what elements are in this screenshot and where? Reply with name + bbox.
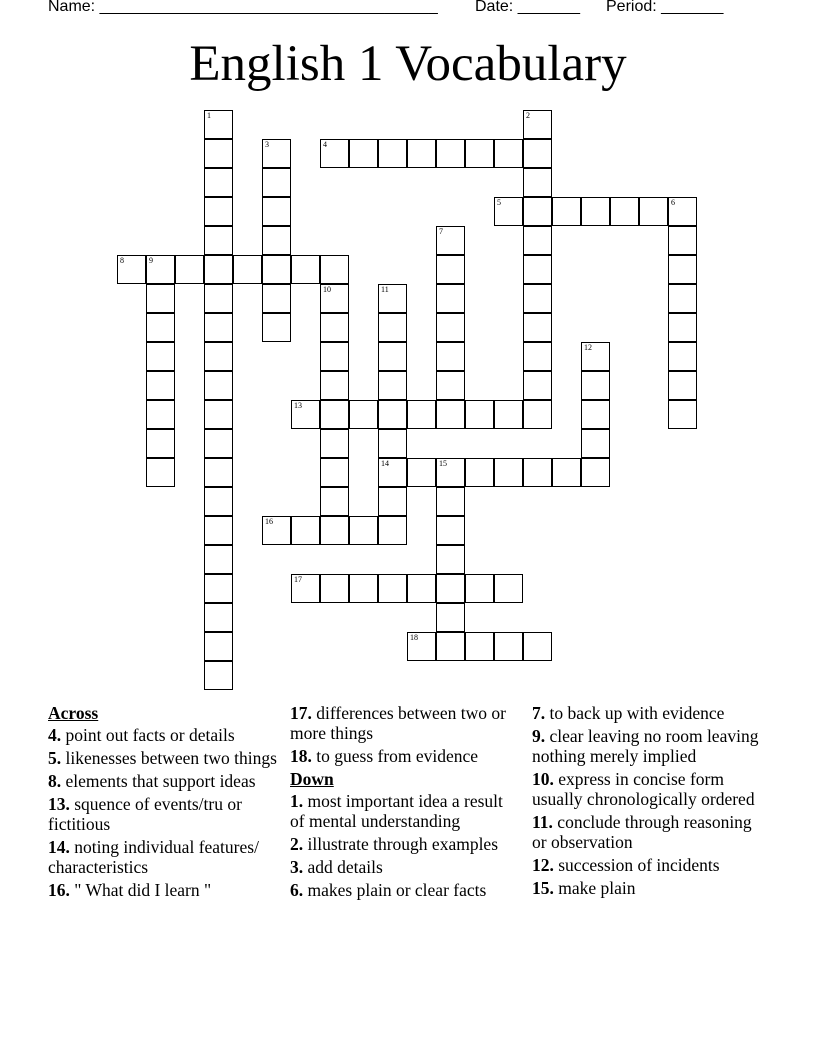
crossword-cell[interactable] xyxy=(291,255,320,284)
crossword-cell[interactable] xyxy=(378,574,407,603)
crossword-cell[interactable] xyxy=(262,168,291,197)
crossword-cell[interactable] xyxy=(523,632,552,661)
clues-column-2 xyxy=(290,703,520,903)
clue-number: 4 xyxy=(323,140,327,149)
crossword-cell[interactable] xyxy=(494,139,523,168)
crossword-cell[interactable] xyxy=(146,313,175,342)
crossword-cell[interactable] xyxy=(291,574,320,603)
crossword-cell[interactable] xyxy=(436,458,465,487)
crossword-cell[interactable] xyxy=(262,226,291,255)
clue-number-label: 13. xyxy=(48,794,70,814)
clue-item xyxy=(48,725,278,745)
clue-number-label: 17. xyxy=(290,703,312,723)
crossword-cell[interactable] xyxy=(349,139,378,168)
crossword-cell[interactable] xyxy=(610,197,639,226)
crossword-cell[interactable] xyxy=(523,313,552,342)
crossword-cell[interactable] xyxy=(581,371,610,400)
clue-number: 12 xyxy=(584,343,592,352)
crossword-cell[interactable] xyxy=(146,458,175,487)
clue-item xyxy=(48,880,278,900)
crossword-cell[interactable] xyxy=(523,400,552,429)
clue-number-label: 3. xyxy=(290,857,304,877)
crossword-cell[interactable] xyxy=(494,458,523,487)
crossword-cell[interactable] xyxy=(378,371,407,400)
clue-text: add details xyxy=(303,857,383,877)
clue-item xyxy=(532,878,762,898)
crossword-cell[interactable] xyxy=(378,458,407,487)
clue-number-label: 12. xyxy=(532,855,554,875)
clue-text: elements that support ideas xyxy=(61,771,256,791)
crossword-cell[interactable] xyxy=(436,545,465,574)
crossword-cell[interactable] xyxy=(494,632,523,661)
crossword-cell[interactable] xyxy=(378,284,407,313)
clue-text: " What did I learn " xyxy=(69,880,212,900)
crossword-cell[interactable] xyxy=(320,255,349,284)
crossword-cell[interactable] xyxy=(436,371,465,400)
crossword-cell[interactable] xyxy=(436,516,465,545)
clue-number: 2 xyxy=(526,111,530,120)
clues-column-3 xyxy=(532,703,762,901)
crossword-cell[interactable] xyxy=(494,400,523,429)
crossword-cell[interactable] xyxy=(204,371,233,400)
crossword-cell[interactable] xyxy=(204,139,233,168)
clue-number-label: 18. xyxy=(290,746,312,766)
crossword-cell[interactable] xyxy=(291,516,320,545)
crossword-cell[interactable] xyxy=(204,168,233,197)
crossword-cell[interactable] xyxy=(581,429,610,458)
crossword-cell[interactable] xyxy=(204,603,233,632)
clues-heading: Down xyxy=(290,769,334,789)
crossword-cell[interactable] xyxy=(523,139,552,168)
clue-number: 9 xyxy=(149,256,153,265)
clue-number: 6 xyxy=(671,198,675,207)
clue-number: 1 xyxy=(207,111,211,120)
crossword-cell[interactable] xyxy=(523,342,552,371)
crossword-cell[interactable] xyxy=(523,371,552,400)
clue-item xyxy=(290,746,520,766)
crossword-cell[interactable] xyxy=(320,313,349,342)
crossword-cell[interactable] xyxy=(436,487,465,516)
crossword-cell[interactable] xyxy=(436,400,465,429)
crossword-cell[interactable] xyxy=(668,197,697,226)
clue-number: 13 xyxy=(294,401,302,410)
crossword-cell[interactable] xyxy=(146,342,175,371)
clue-item xyxy=(290,791,520,831)
clue-item xyxy=(290,857,520,877)
clue-number: 16 xyxy=(265,517,273,526)
crossword-cell[interactable] xyxy=(262,516,291,545)
crossword-cell[interactable] xyxy=(146,429,175,458)
crossword-cell[interactable] xyxy=(204,313,233,342)
page-title: English 1 Vocabulary xyxy=(189,36,627,92)
clue-text: clear leaving no room leaving nothing merely implied xyxy=(532,726,759,766)
crossword-cell[interactable] xyxy=(204,284,233,313)
clue-item xyxy=(290,880,520,900)
clue-item xyxy=(532,703,762,723)
crossword-cell[interactable] xyxy=(320,516,349,545)
crossword-cell[interactable] xyxy=(494,574,523,603)
clue-item xyxy=(532,812,762,852)
crossword-cell[interactable] xyxy=(146,371,175,400)
crossword-cell[interactable] xyxy=(668,313,697,342)
clue-number: 5 xyxy=(497,198,501,207)
crossword-cell[interactable] xyxy=(436,139,465,168)
crossword-cell[interactable] xyxy=(465,139,494,168)
crossword-cell[interactable] xyxy=(436,255,465,284)
crossword-cell[interactable] xyxy=(581,458,610,487)
crossword-cell[interactable] xyxy=(320,429,349,458)
crossword-cell[interactable] xyxy=(320,139,349,168)
crossword-cell[interactable] xyxy=(668,284,697,313)
crossword-cell[interactable] xyxy=(204,458,233,487)
crossword-cell[interactable] xyxy=(378,487,407,516)
clue-number-label: 1. xyxy=(290,791,304,811)
crossword-cell[interactable] xyxy=(436,226,465,255)
crossword-cell[interactable] xyxy=(204,342,233,371)
crossword-cell[interactable] xyxy=(204,516,233,545)
clue-text: noting individual features/ characteristics xyxy=(48,837,259,877)
crossword-cell[interactable] xyxy=(581,342,610,371)
crossword-cell[interactable] xyxy=(407,574,436,603)
crossword-cell[interactable] xyxy=(436,603,465,632)
crossword-cell[interactable] xyxy=(349,574,378,603)
crossword-cell[interactable] xyxy=(465,632,494,661)
crossword-cell[interactable] xyxy=(581,197,610,226)
clue-number-label: 9. xyxy=(532,726,546,746)
crossword-cell[interactable] xyxy=(436,632,465,661)
crossword-cell[interactable] xyxy=(204,487,233,516)
crossword-cell[interactable] xyxy=(668,400,697,429)
clue-item xyxy=(532,769,762,809)
crossword-cell[interactable] xyxy=(262,139,291,168)
clue-number-label: 15. xyxy=(532,878,554,898)
crossword-cell[interactable] xyxy=(117,255,146,284)
clue-item xyxy=(48,794,278,834)
clue-text: likenesses between two things xyxy=(61,748,277,768)
clue-number-label: 2. xyxy=(290,834,304,854)
clue-text: differences between two or more things xyxy=(290,703,506,743)
crossword-cell[interactable] xyxy=(320,487,349,516)
crossword-cell[interactable] xyxy=(204,226,233,255)
crossword-cell[interactable] xyxy=(378,516,407,545)
name-field[interactable]: Name: ______________________________________ xyxy=(48,0,438,15)
clue-number: 8 xyxy=(120,256,124,265)
crossword-cell[interactable] xyxy=(320,284,349,313)
crossword-cell[interactable] xyxy=(291,400,320,429)
crossword-cell[interactable] xyxy=(262,255,291,284)
crossword-cell[interactable] xyxy=(552,197,581,226)
clue-text: conclude through reasoning or observation xyxy=(532,812,752,852)
clue-item xyxy=(532,726,762,766)
crossword-cell[interactable] xyxy=(262,284,291,313)
clue-number-label: 4. xyxy=(48,725,62,745)
clue-number-label: 6. xyxy=(290,880,304,900)
clue-number: 11 xyxy=(381,285,389,294)
crossword-cell[interactable] xyxy=(465,458,494,487)
crossword-cell[interactable] xyxy=(436,342,465,371)
crossword-cell[interactable] xyxy=(407,400,436,429)
crossword-cell[interactable] xyxy=(436,574,465,603)
crossword-cell[interactable] xyxy=(436,313,465,342)
period-field[interactable]: Period: _______ xyxy=(606,0,724,15)
crossword-cell[interactable] xyxy=(407,632,436,661)
crossword-cell[interactable] xyxy=(523,458,552,487)
crossword-cell[interactable] xyxy=(407,139,436,168)
crossword-cell[interactable] xyxy=(204,255,233,284)
clue-text: makes plain or clear facts xyxy=(303,880,487,900)
crossword-cell[interactable] xyxy=(581,400,610,429)
crossword-cell[interactable] xyxy=(349,400,378,429)
date-field[interactable]: Date: _______ xyxy=(475,0,580,15)
crossword-cell[interactable] xyxy=(262,197,291,226)
clue-number-label: 16. xyxy=(48,880,70,900)
clue-number: 18 xyxy=(410,633,418,642)
clue-number-label: 8. xyxy=(48,771,62,791)
crossword-cell[interactable] xyxy=(465,400,494,429)
crossword-cell[interactable] xyxy=(146,255,175,284)
clue-number-label: 11. xyxy=(532,812,553,832)
clue-number-label: 10. xyxy=(532,769,554,789)
clue-text: most important idea a result of mental understanding xyxy=(290,791,503,831)
clue-item xyxy=(48,771,278,791)
clue-number: 7 xyxy=(439,227,443,236)
clue-item xyxy=(290,834,520,854)
crossword-cell[interactable] xyxy=(204,545,233,574)
crossword-cell[interactable] xyxy=(378,342,407,371)
crossword-cell[interactable] xyxy=(523,284,552,313)
crossword-cell[interactable] xyxy=(204,110,233,139)
clue-number: 15 xyxy=(439,459,447,468)
clue-number: 10 xyxy=(323,285,331,294)
clue-text: illustrate through examples xyxy=(303,834,499,854)
clues-heading: Across xyxy=(48,703,99,723)
crossword-cell[interactable] xyxy=(146,284,175,313)
crossword-cell[interactable] xyxy=(668,371,697,400)
crossword-cell[interactable] xyxy=(320,400,349,429)
crossword-cell[interactable] xyxy=(668,255,697,284)
crossword-cell[interactable] xyxy=(523,110,552,139)
clue-text: express in concise form usually chronologically ordered xyxy=(532,769,755,809)
crossword-cell[interactable] xyxy=(204,197,233,226)
crossword-cell[interactable] xyxy=(204,574,233,603)
clue-number-label: 7. xyxy=(532,703,546,723)
crossword-cell[interactable] xyxy=(378,400,407,429)
clue-text: succession of incidents xyxy=(553,855,720,875)
crossword-cell[interactable] xyxy=(465,574,494,603)
clue-number-label: 14. xyxy=(48,837,70,857)
clue-number: 14 xyxy=(381,459,389,468)
clue-text: to back up with evidence xyxy=(545,703,725,723)
crossword-cell[interactable] xyxy=(175,255,204,284)
crossword-cell[interactable] xyxy=(146,400,175,429)
crossword-cell[interactable] xyxy=(204,632,233,661)
clues-column-1 xyxy=(48,703,278,903)
crossword-cell[interactable] xyxy=(320,342,349,371)
crossword-cell[interactable] xyxy=(262,313,291,342)
crossword-cell[interactable] xyxy=(523,197,552,226)
crossword-cell[interactable] xyxy=(407,458,436,487)
crossword-cell[interactable] xyxy=(349,516,378,545)
crossword-cell[interactable] xyxy=(378,313,407,342)
crossword-cell[interactable] xyxy=(204,429,233,458)
clue-item xyxy=(532,855,762,875)
crossword-cell[interactable] xyxy=(523,255,552,284)
crossword-cell[interactable] xyxy=(204,661,233,690)
crossword-cell[interactable] xyxy=(436,284,465,313)
crossword-cell[interactable] xyxy=(378,139,407,168)
crossword-cell[interactable] xyxy=(523,168,552,197)
clue-text: squence of events/tru or fictitious xyxy=(48,794,242,834)
clue-text: make plain xyxy=(553,878,636,898)
crossword-cell[interactable] xyxy=(320,371,349,400)
clue-number: 3 xyxy=(265,140,269,149)
crossword-cell[interactable] xyxy=(494,197,523,226)
crossword-cell[interactable] xyxy=(378,429,407,458)
clue-item xyxy=(48,748,278,768)
crossword-cell[interactable] xyxy=(233,255,262,284)
crossword-cell[interactable] xyxy=(668,342,697,371)
crossword-cell[interactable] xyxy=(523,226,552,255)
clue-item xyxy=(48,837,278,877)
crossword-cell[interactable] xyxy=(668,226,697,255)
clue-number-label: 5. xyxy=(48,748,62,768)
crossword-cell[interactable] xyxy=(204,400,233,429)
crossword-cell[interactable] xyxy=(639,197,668,226)
crossword-cell[interactable] xyxy=(552,458,581,487)
crossword-cell[interactable] xyxy=(320,574,349,603)
clue-item xyxy=(290,703,520,743)
crossword-cell[interactable] xyxy=(320,458,349,487)
clue-text: point out facts or details xyxy=(61,725,235,745)
clue-number: 17 xyxy=(294,575,302,584)
clue-text: to guess from evidence xyxy=(311,746,479,766)
